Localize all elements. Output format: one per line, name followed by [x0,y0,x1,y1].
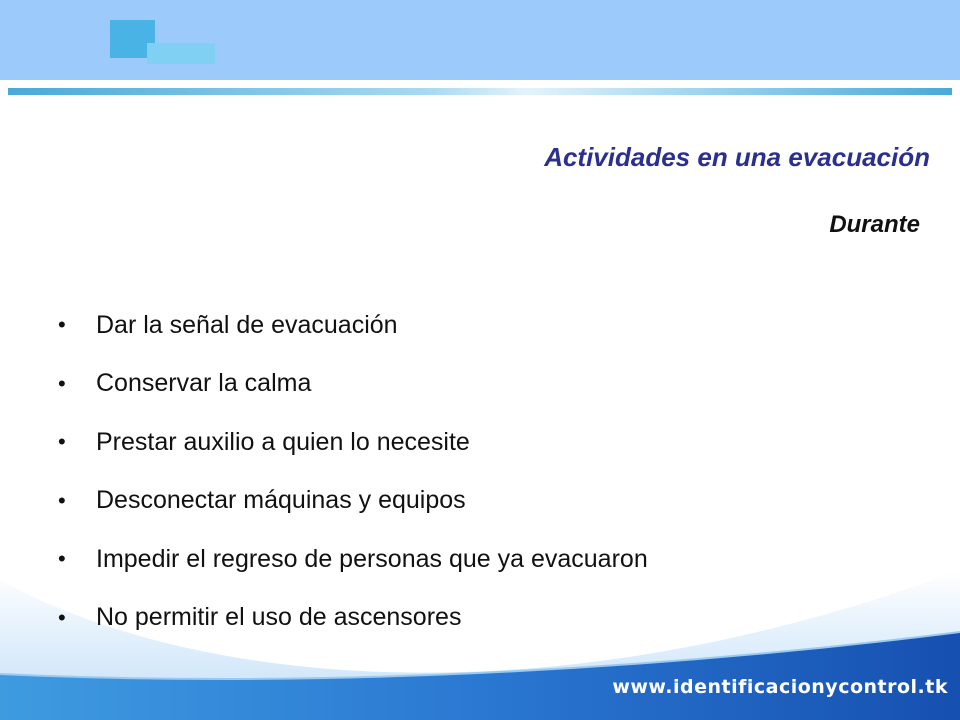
list-item [58,413,648,472]
slide-title: Actividades en una evacuación [544,142,930,172]
header-divider [8,88,952,95]
list-item [58,530,648,589]
bullet-icon: • [58,312,66,338]
bullet-icon: • [58,546,66,572]
logo-square-light [147,43,215,64]
bullet-icon: • [58,487,66,513]
list-item [58,589,648,648]
list-item [58,355,648,414]
bullet-text: Prestar auxilio a quien lo necesite [96,427,470,456]
bullet-icon: • [58,370,66,396]
bullet-text: Dar la señal de evacuación [96,310,398,339]
slide-subtitle: Durante [829,211,920,238]
bullet-text: Desconectar máquinas y equipos [96,486,466,515]
bullet-list [58,296,648,647]
footer-url: www.identificacionycontrol.tk [612,676,948,698]
bullet-icon: • [58,429,66,455]
list-item [58,296,648,355]
bullet-icon: • [58,604,66,630]
bullet-text: No permitir el uso de ascensores [96,603,462,632]
bullet-text: Impedir el regreso de personas que ya evacuaron [96,544,648,573]
list-item [58,472,648,531]
bullet-text: Conservar la calma [96,369,312,398]
